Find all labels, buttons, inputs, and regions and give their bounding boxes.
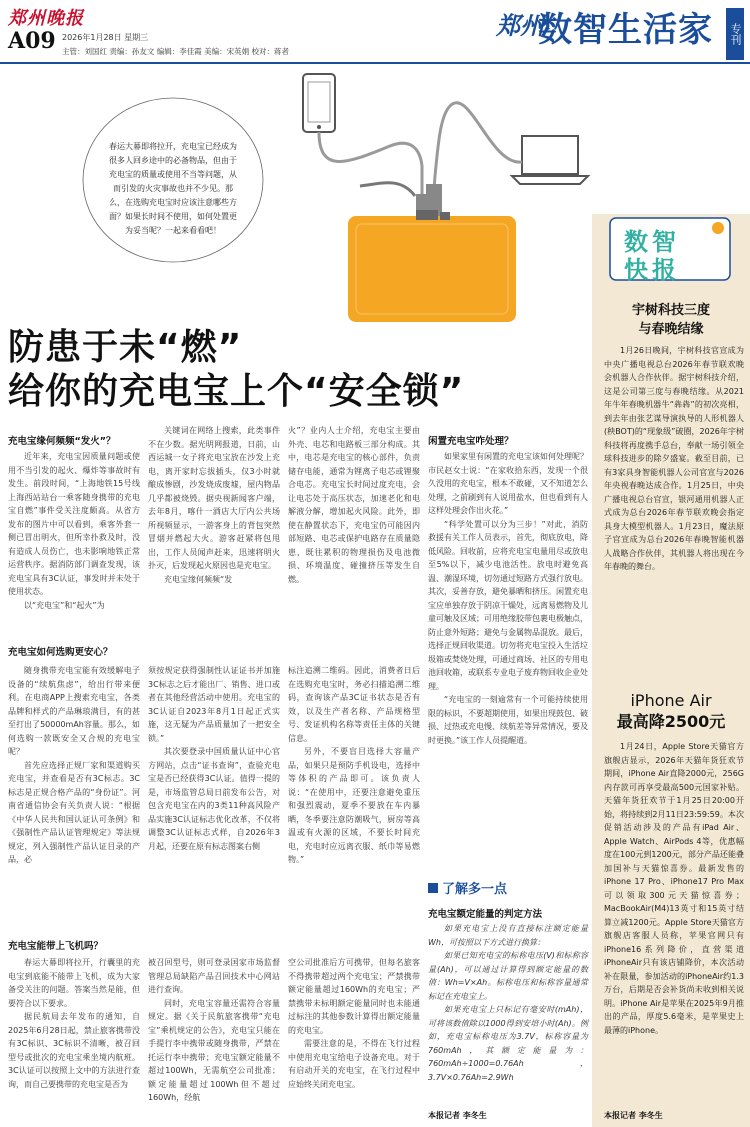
paragraph: “科学处置可以分为三步！”对此，消防救援有关工作人员表示，首先，彻底放电，降低风险。回收前，应将充电宝电量用尽或放电至5%以下，减少电池活性。放电时避免高温、潮湿环境，切勿通过短路方式强行放电。其次，妥善存放，避免暴晒和挤压。闲置充电宝应单独存放于阴凉干燥处，远离易燃物及儿童可触及区域；可用绝缘胶带包裹电极触点，防止意外短路；避免与金属物品混放。最后，选择正规回收渠道。切勿将充电宝投入生活垃圾箱或焚烧处理，可通过商场、社区的专用电池回收箱，或联系专业电子废弃物回收企业处理。 [428,519,588,691]
paragraph: 随身携带充电宝能有效缓解电子设备的“续航焦虑”，给出行带来便利。在电商APP上搜索充电宝，各类品牌和样式的产品琳琅满目，有的甚至打出了50000mAh容量。那么，如何选购一款既安全又合规的充电宝呢？ [8,666,140,756]
intro-text: 春运大幕即将拉开，充电宝已经成为很多人回乡途中的必备物品，但由于充电宝的质量或使用不当等问题，从而引发的火灾事故也并不少见。那么，在选购充电宝时应该注意哪些方面？如果长时间不使用，如何处置更为妥当呢？一起来看看吧！ [109,142,237,235]
paragraph: 充电宝缘何频频“发 [164,574,233,584]
section-3-title: 充电宝能带上飞机吗？ [8,941,104,952]
section-5-title: 充电宝额定能量的判定方法 [428,909,543,920]
section-3-col-2 [148,956,280,1105]
header-rule [0,62,750,64]
main-headline [8,326,464,414]
paragraph: 标注追溯二维码。因此，消费者日后在选购充电宝时，务必扫描追溯二维码，查询该产品3C证书状态是否有效，以及生产者名称、产品规格型号、发证机构名称等责任主体的关键信息。 [288,666,420,743]
paragraph: 如果已知充电宝的标称电压(V)和标称容量(Ah)，可以通过计算得到额定能量的数值：Wh=V×Ah。标称电压和标称容量通常标记在充电宝上。 [428,951,588,1001]
section-title: 数智生活家 [538,10,713,50]
headline-line-1: 防患于未“燃” [8,327,243,368]
powerbank-icon [348,210,516,322]
page-header [0,0,750,62]
badge-line-2: 快报 [624,256,680,284]
section-2-title: 充电宝如何选购更安心？ [8,647,113,658]
news-flash-badge [606,214,734,284]
paragraph: 被召回型号，则可登录国家市场监督管理总局缺陷产品召回技术中心网站进行查询。 [148,958,280,994]
paragraph: 首先应选择正规厂家和渠道购买充电宝，并查看是否有3C标志。3C标志是正规合格产品的“身份证”。河南省通信协会有关负责人说：“根据《中华人民共和国认证认可条例》和《强制性产品认证管理规定》等法规规定，列入强制性产品认证目录的产品，必 [8,760,140,864]
newspaper-brand: 郑州晚报 [8,8,84,29]
paragraph: 空公司批准后方可携带，但每名旅客不得携带超过两个充电宝；严禁携带额定能量超过160Wh的充电宝；严禁携带未标明额定能量同时也未能通过标注的其他参数计算得出额定能量的充电宝。 [288,958,420,1035]
paragraph: 同时，充电宝容量还需符合容量规定。据《关于民航旅客携带“充电宝”乘机规定的公告》，充电宝只能在手提行李中携带或随身携带，严禁在托运行李中携带；充电宝额定能量不超过100Wh，无需航空公司批准；额定能量超过100Wh但不超过160Wh，经航 [148,998,280,1102]
news-2-body: 1月24日，Apple Store天猫官方旗舰店显示，2026年天猫年货狂欢节期间，iPhone Air直降2000元，256G内存款可再享受最高500元国家补贴。天猫年货狂欢节于1月25日20:00开始，将持续到2月11日23:59:59。本次促销活动涉及的产品有iPad Air、Apple Watch、AirPods 4等，优惠幅度在100元到1200元，部分产品还能叠加国补与天猫惊喜券。最新发售的iPhone 17 Pro、iPhone17 Pro Max可以领取300元天猫惊喜券；MacBookAir(M4)13英寸和15英寸结算立减1200元。Apple Store天猫官方旗舰店客服人员称，苹果官网只有iPhone16系列降价，直营渠道iPhoneAir只有该店铺降价，本次活动补在限量，参加活动的iPhoneAir约1.3万台，后期是否会补货尚未收到相关说明。iPhone Air是苹果在2025年9月推出的产品，厚度5.6毫米，是苹果史上最薄的iPhone。 [604,742,744,1035]
paragraph: 须按规定获得强制性认证证书并加施3C标志之后才能出厂、销售、进口或者在其他经营活动中使用。充电宝的3C认证自2023年8月1日起正式实施，这无疑为产品质量加了一把安全锁。” [148,666,280,743]
news-2-byline: 本报记者 李冬生 [604,1111,663,1120]
paragraph: 火”？业内人士介绍，充电宝主要由外壳、电芯和电路板三部分构成。其中，电芯是充电宝的核心部件，负责储存电能，通常为锂离子电芯或锂聚合电芯。充电宝长时间过度充电，会让电芯处于高压状态，加速老化和电解液分解，增加起火风险。此外，即使在静置状态下，充电宝仍可能因内部短路、电芯或保护电路存在质量隐患，既往累积的物理损伤及电池微损、环境温度、碰撞挤压等发生自燃。 [288,426,420,584]
paragraph: 如果充电宝上只标记有毫安时(mAh)，可将该数值除以1000得到安培小时(Ah)。例如，充电宝标称电压为3.7V，标称容量为760mAh，其额定能量为：760mAh÷1000=0.76Ah，3.7V×0.76Ah=2.9Wh [428,1005,588,1082]
section-2-col-3 [288,664,420,867]
page-number: A09 [8,28,56,54]
section-2-col-2 [148,664,280,853]
section-1-col-2 [148,424,280,586]
paragraph: 需要注意的是，不得在飞行过程中使用充电宝给电子设备充电。对于有启动开关的充电宝，在飞行过程中应始终关闭充电宝。 [288,1039,420,1089]
city-name: 郑州 [496,11,544,40]
paragraph: 以“充电宝”和“起火”为 [24,600,105,610]
news-1-body: 1月26日晚间，宇树科技官宣成为中央广播电视总台2026年春节联欢晚会机器人合作伙伴。据宇树科技介绍，这是公司第三度与春晚结缘。从2021年牛年春晚机器牛“犇犇”的初次亮相，到去年由张艺谋导演执导的人形机器人(秧BOT)的“现象级”破圈，2026年宇树科技将再度携手总台，奉献一场引领全球科技进步的除夕盛宴。截至目前，已有3家具身智能机器人公司官宣与2026年央视春晚达成合作。1月25日，中央广播电视总台官宣，银河通用机器人正式成为总台2026年春节联欢晚会指定具身大模型机器人。1月23日，魔法原子官宣成为总台2026年春晚智能机器人战略合作伙伴，其机器人将出现在今年春晚的舞台。 [604,346,744,571]
section-4-title: 闲置充电宝咋处理？ [428,436,514,447]
news-2-title-line-2: 最高降2500元 [616,712,726,731]
section-5-body [428,922,588,1084]
paragraph: 如果充电宝上没有直接标注额定能量Wh，可按照以下方式进行换算： [428,924,588,947]
paragraph: 另外，不要盲目选择大容量产品，如果只是预防手机设电，选择中等体积的产品即可。该负责人说：“在使用中，还要注意避免重压和强烈震动，夏季不要放在车内暴晒，冬季要注意防潮吸气，厨房等高温或有火源的区域，不要长时间充电，充电时应远离衣服、纸巾等易燃物。” [288,747,420,864]
section-2-col-1 [8,664,140,867]
news-1-title-line-2: 与春晚结缘 [638,322,704,337]
badge-line-1: 数智 [624,228,680,256]
paragraph: 如果家里有闲置的充电宝该如何处理呢？市民赵女士说：“在家收拾东西，发现一个很久没用的充电宝，根本不敢碰，又不知道怎么处理，之前刷到有人说用盐水，但也看到有人这样处理会作出火花。” [428,452,588,515]
section-3-col-3 [288,956,420,1091]
news-flash-sidebar [592,214,750,1127]
headline-line-2: 给你的充电宝上个“安全锁” [8,371,465,412]
laptop-icon [512,136,588,184]
date-line: 2026年1月28日 星期三 [62,33,149,42]
section-1-col-3 [288,424,420,586]
phone-icon [303,74,335,132]
special-tag: 专刊 [726,8,744,60]
section-4-col [428,450,588,747]
paragraph: 春运大幕即将拉开，行囊里的充电宝到底能不能带上飞机，成为大家备受关注的问题。答案当然是能，但要符合以下要求。 [8,958,140,1008]
staff-line: 主管：刘国红 责编：孙友文 编辑：李佳霞 美编：宋英娟 校对：蒋者 [62,47,290,56]
paragraph: 据民航局去年发布的通知，自2025年6月28日起，禁止旅客携带没有3C标识、3C标识不清晰，被召回型号或批次的充电宝乘坐境内航班。3C认证可以按照上文中的方法进行查询，而自己要携带的充电宝是否为 [8,1012,140,1089]
square-bullet-icon [428,883,438,893]
paragraph: 其次要登录中国质量认证中心官方网站，点击“证书查询”，查验充电宝是否已经获得3C认证。值得一提的是，市场监管总局日前发布公告，对包含充电宝在内的3类11种高风险产品实施3C认证标志优化改革，不仅将调整3C认证标志式样，自2026年3月起，还要在原有标志图案右侧 [148,747,280,851]
section-1-col-1 [8,450,140,612]
paragraph: “充电宝的一刻逾常有一个可能持续使用限的标识，不要超期使用，如果出现鼓包、破损、过热或充电慢、续航差等异常情况，要及时更换。”该工作人员提醒道。 [428,695,588,745]
article-byline: 本报记者 李冬生 [428,1111,487,1120]
news-2-title-line-1: iPhone Air [630,691,712,710]
section-1-title: 充电宝缘何频频“发火”？ [8,436,116,447]
news-1-title-line-1: 宇树科技三度 [631,303,710,318]
learn-more-heading [428,878,507,897]
learn-more-label: 了解多一点 [442,882,508,897]
section-3-col-1 [8,956,140,1091]
paragraph: 关键词在网络上搜索，此类事件不在少数。据光明网报道，日前，山西运城一女子将充电宝放在沙发上充电，离开家时忘拔插头，仅3小时就酿成惨剧，沙发烧成废墟，屋内物品几乎都被烧毁。据央视新闻客户端，去年8月，喀什一酒店大厅内公共场所视频显示，一游客身上的背包突然冒烟并燃起大火。游客赶紧将包甩出，工作人员闻声赶来，迅速将明火扑灭，后发现起火原因也是充电宝。 [148,426,280,570]
paragraph: 近年来，充电宝因质量问题或使用不当引发的起火、爆炸等事故时有发生。前段时间，“上海地铁15号线上海西站站台一乘客随身携带的充电宝自燃”事件受关注度颇高。从省方发布的图片中可以看到，乘客外套一侧已冒出明火，但所幸扑救及时，没有造成人员伤亡，也未影响地铁正常运营秩序。据消防部门调查发现，该充电宝具有3C认证，事发时并未处于使用状态。 [8,452,140,596]
